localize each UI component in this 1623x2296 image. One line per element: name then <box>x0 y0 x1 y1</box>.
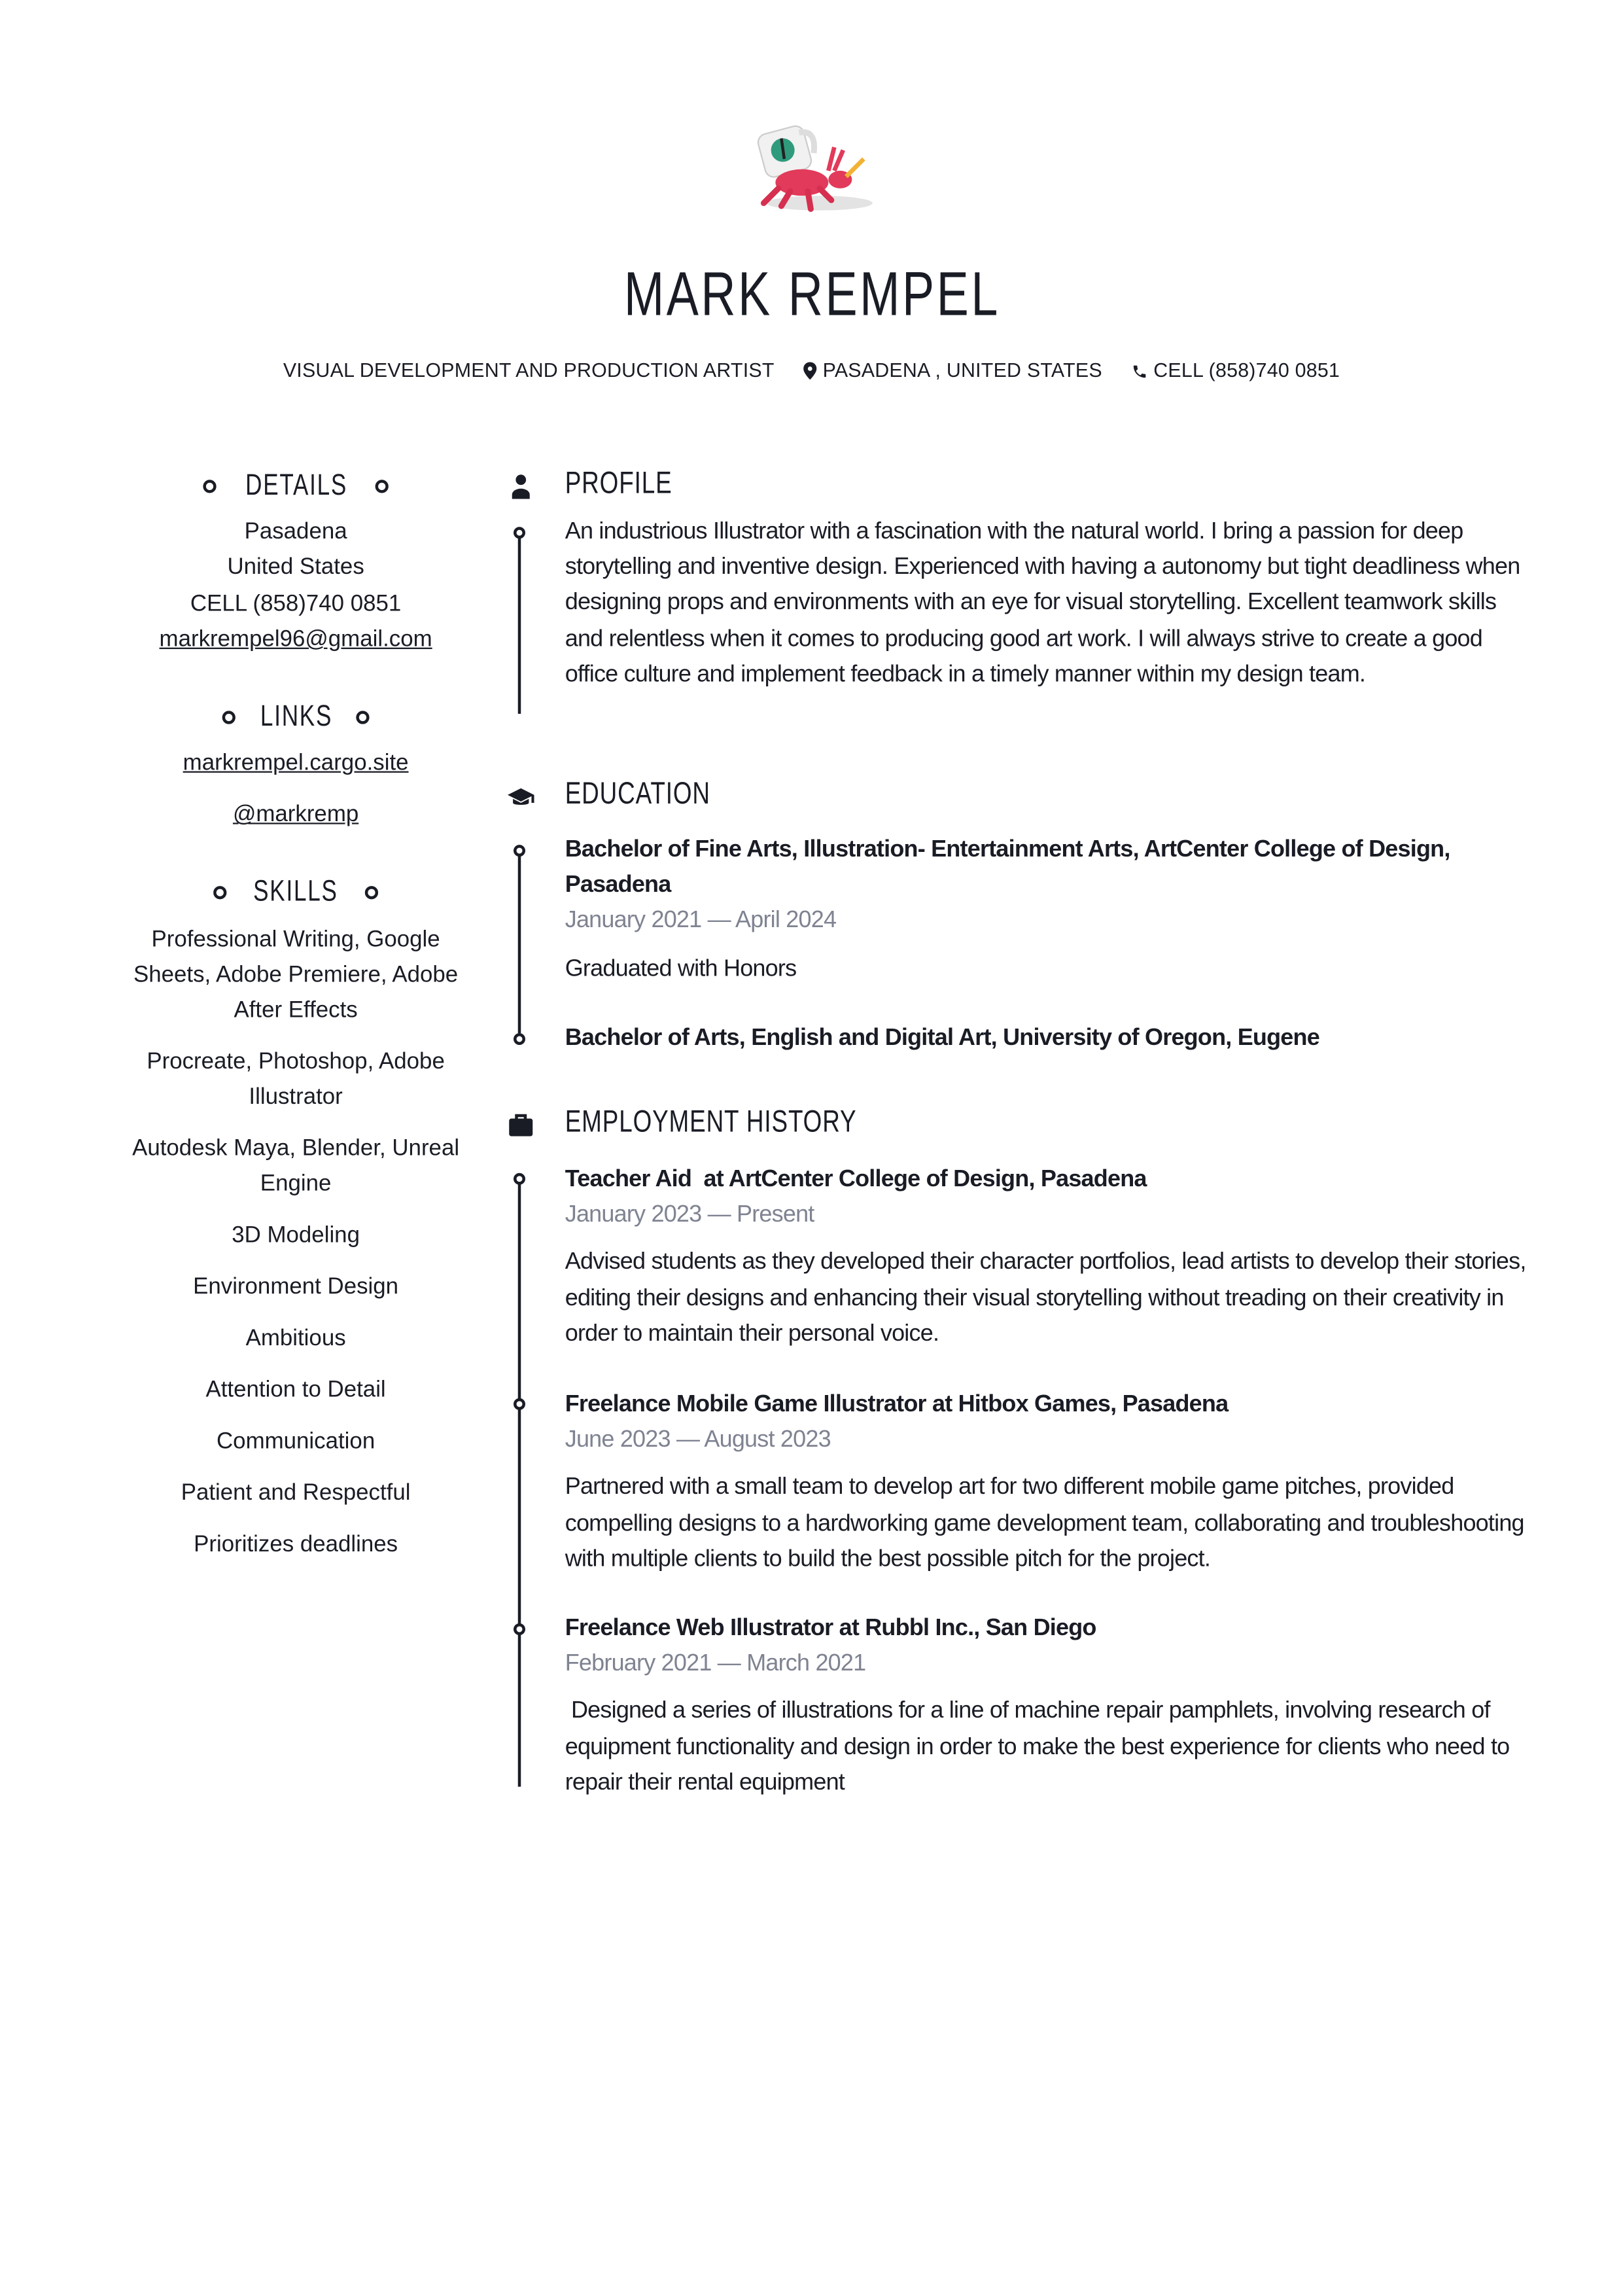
education-dates: January 2021 — April 2024 <box>565 908 837 934</box>
education-title: Bachelor of Fine Arts, Illustration- Entertainment Arts, ArtCenter College of Design, Pasadena <box>565 837 1450 898</box>
portfolio-link[interactable]: markrempel.cargo.site <box>183 751 409 776</box>
skill-item: Prioritizes deadlines <box>194 1532 398 1557</box>
education-description: Graduated with Honors <box>565 956 797 981</box>
education-title: Bachelor of Arts, English and Digital Art, University of Oregon, Eugene <box>565 1025 1319 1051</box>
education-entry <box>565 1021 1537 1057</box>
skill-item: Attention to Detail <box>205 1377 386 1403</box>
job-description: Advised students as they developed their character portfolios, lead artists to develop their stories, editing their designs and enhancing their visual storytelling without treading on their creativity in order to maintain their personal voice. <box>565 1250 1526 1347</box>
skill-item: Environment Design <box>193 1274 399 1299</box>
phone: CELL (858)740 0851 <box>1153 359 1340 381</box>
skills-heading: SKILLS <box>112 872 480 913</box>
profile-text: An industrious Illustrator with a fascination with the natural world. I bring a passion for deep storytelling and inventive design. Experienced with having a autonomy but tight deadliness when designing props and environments with an eye for visual storytelling. Excellent teamwork skills and relentless when it comes to producing good art work. I will always strive to create a good office culture and implement feedback in a timely manner within my design team. <box>565 520 1520 688</box>
phone-icon <box>1132 363 1148 380</box>
job-title: Teacher Aid at ArtCenter College of Design, Pasadena <box>565 1167 1147 1192</box>
job-entry <box>565 1163 1537 1352</box>
social-link[interactable]: @markremp <box>232 802 359 828</box>
header-info-line <box>0 359 1623 381</box>
skill-item: Autodesk Maya, Blender, Unreal Engine <box>132 1135 460 1197</box>
job-description: Designed a series of illustrations for a line of machine repair pamphlets, involving research of equipment functionality and design in order to make the best experience for clients who need to repair their rental equipment <box>565 1699 1516 1795</box>
education-entry <box>565 833 1537 987</box>
job-dates: June 2023 — August 2023 <box>565 1428 831 1453</box>
skill-item: Patient and Respectful <box>181 1480 411 1506</box>
candidate-name: MARK REMPEL <box>623 258 1000 328</box>
job-title: VISUAL DEVELOPMENT AND PRODUCTION ARTIST <box>283 359 775 381</box>
skill-item: Procreate, Photoshop, Adobe Illustrator <box>147 1049 445 1110</box>
details-country: United States <box>227 555 364 580</box>
left-column <box>112 465 480 1579</box>
details-phone: CELL (858)740 0851 <box>190 591 402 616</box>
job-entry <box>565 1612 1537 1801</box>
job-dates: February 2021 — March 2021 <box>565 1651 866 1677</box>
hermit-crab-mug-logo <box>743 120 884 217</box>
details-city: Pasadena <box>244 520 347 545</box>
job-description: Partnered with a small team to develop art for two different mobile game pitches, provided compelling designs to a hardworking game development team, collaborating and troubleshooting with multiple clients to build the best possible pitch for the project. <box>565 1475 1524 1572</box>
location: PASADENA , UNITED STATES <box>822 359 1102 381</box>
job-title: Freelance Mobile Game Illustrator at Hitbox Games, Pasadena <box>565 1392 1229 1418</box>
skill-item: 3D Modeling <box>232 1222 360 1248</box>
job-title: Freelance Web Illustrator at Rubbl Inc., San Diego <box>565 1616 1096 1641</box>
skill-item: Ambitious <box>245 1326 346 1351</box>
details-heading: DETAILS <box>112 465 480 506</box>
graduation-cap-icon <box>508 783 534 809</box>
briefcase-icon <box>508 1111 534 1137</box>
email-link[interactable]: markrempel96@gmail.com <box>159 626 432 652</box>
job-dates: January 2023 — Present <box>565 1203 814 1228</box>
education-heading: EDUCATION <box>565 777 710 811</box>
person-icon <box>508 472 534 499</box>
location-pin-icon <box>803 362 816 380</box>
links-heading: LINKS <box>112 696 480 737</box>
employment-heading: EMPLOYMENT HISTORY <box>565 1105 857 1139</box>
job-entry <box>565 1388 1537 1578</box>
skill-item: Communication <box>216 1428 375 1454</box>
profile-heading: PROFILE <box>565 467 672 501</box>
skill-item: Professional Writing, Google Sheets, Adobe Premiere, Adobe After Effects <box>133 927 459 1023</box>
